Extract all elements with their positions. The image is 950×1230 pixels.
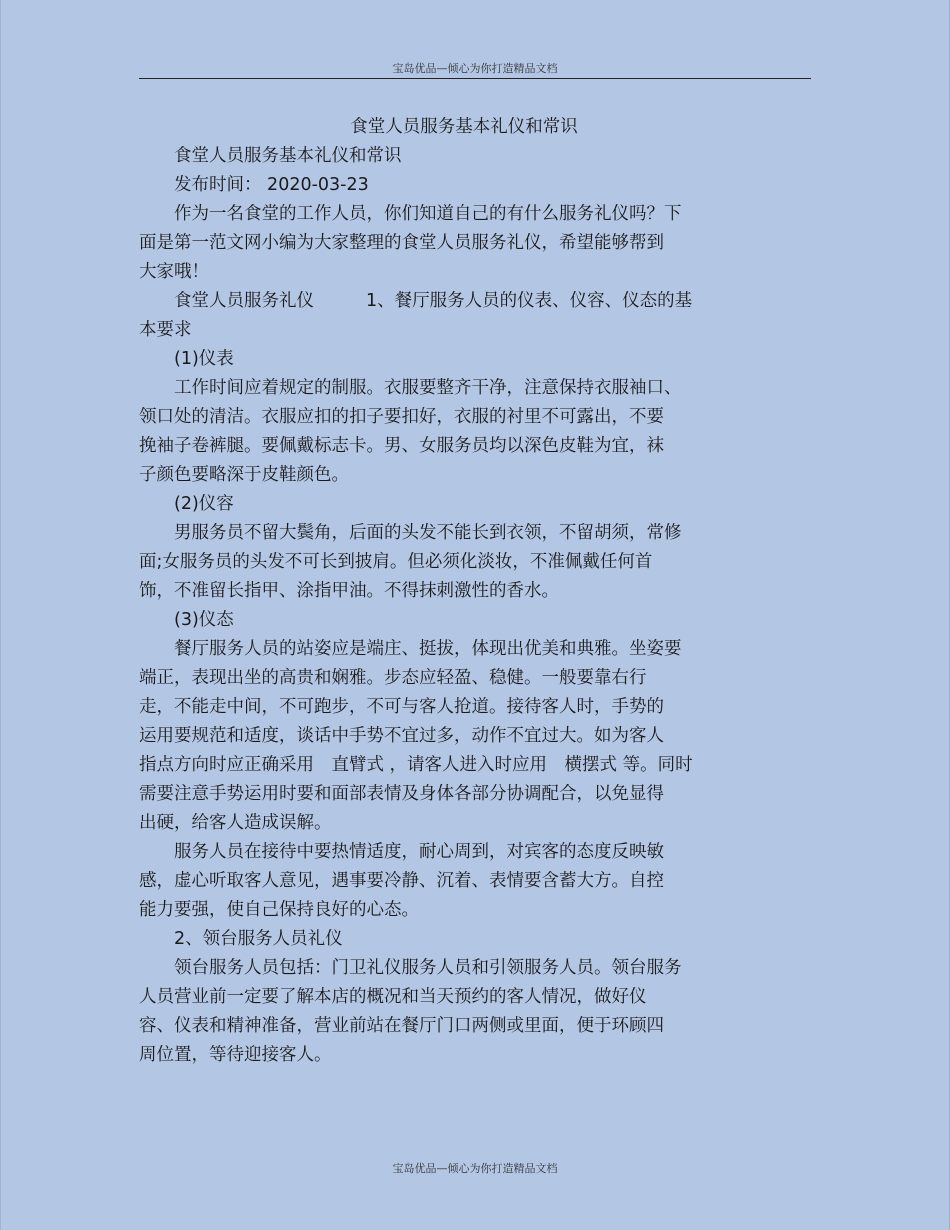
section-heading-line	[139, 287, 779, 316]
document-title: 食堂人员服务基本礼仪和常识	[350, 117, 578, 137]
paragraph-line: 本要求	[139, 320, 192, 340]
paragraph-line: 端正，表现出坐的高贵和娴雅。步态应轻盈、稳健。一般要靠右行	[139, 668, 647, 688]
header-divider	[139, 78, 811, 79]
paragraph-line: 大家哦！	[139, 262, 209, 282]
paragraph-line: 走，不能走中间，不可跑步，不可与客人抢道。接待客人时，手势的	[139, 697, 664, 717]
paragraph-line: 领台服务人员包括：门卫礼仪服务人员和引领服务人员。领台服务	[174, 958, 682, 978]
paragraph-line: 人员营业前一定要了解本店的概况和当天预约的客人情况，做好仪	[139, 987, 647, 1007]
paragraph-line: 挽袖子卷裤腿。要佩戴标志卡。男、女服务员均以深色皮鞋为宜，袜	[139, 436, 664, 456]
paragraph-line: 男服务员不留大鬓角，后面的头发不能长到衣领，不留胡须，常修	[174, 523, 682, 543]
paragraph-line: 面是第一范文网小编为大家整理的食堂人员服务礼仪，希望能够帮到	[139, 233, 664, 253]
page-header: 宝岛优品—倾心为你打造精品文档	[392, 62, 558, 75]
paragraph-line: 工作时间应着规定的制服。衣服要整齐干净，注意保持衣服袖口、	[174, 378, 682, 398]
paragraph-line: 饰，不准留长指甲、涂指甲油。不得抹刺激性的香水。	[139, 581, 559, 601]
paragraph-line: 周位置，等待迎接客人。	[139, 1045, 332, 1065]
publish-date-line: 发布时间： 2020-03-23	[174, 175, 369, 195]
paragraph-line: 需要注意手势运用时要和面部表情及身体各部分协调配合，以免显得	[139, 784, 664, 804]
subheading-grooming: (2)仪容	[174, 494, 234, 514]
section-heading-reception: 2、领台服务人员礼仪	[174, 929, 343, 949]
subtitle-line: 食堂人员服务基本礼仪和常识	[174, 146, 402, 166]
paragraph-line: 领口处的清洁。衣服应扣的扣子要扣好，衣服的衬里不可露出，不要	[139, 407, 664, 427]
page-footer: 宝岛优品—倾心为你打造精品文档	[392, 1162, 558, 1175]
paragraph-line: 餐厅服务人员的站姿应是端庄、挺拔，体现出优美和典雅。坐姿要	[174, 639, 682, 659]
subheading-appearance: (1)仪表	[174, 349, 234, 369]
subheading-posture: (3)仪态	[174, 610, 234, 630]
paragraph-line: 子颜色要略深于皮鞋颜色。	[139, 465, 349, 485]
paragraph-line: 服务人员在接待中要热情适度，耐心周到，对宾客的态度反映敏	[174, 842, 664, 862]
paragraph-line: 感，虚心听取客人意见，遇事要冷静、沉着、表情要含蓄大方。自控	[139, 871, 664, 891]
paragraph-line: 容、仪表和精神准备，营业前站在餐厅门口两侧或里面，便于环顾四	[139, 1016, 664, 1036]
paragraph-line: 面;女服务员的头发不可长到披肩。但必须化淡妆，不准佩戴任何首	[139, 552, 653, 572]
paragraph-line: 出硬，给客人造成误解。	[139, 813, 332, 833]
section-heading-item: 1、餐厅服务人员的仪表、仪容、仪态的基	[366, 291, 693, 311]
document-body	[139, 113, 779, 1070]
paragraph-line: 指点方向时应正确采用 直臂式 ，请客人进入时应用 横摆式 等。同时	[139, 755, 693, 775]
paragraph-line: 作为一名食堂的工作人员，你们知道自己的有什么服务礼仪吗？下	[174, 204, 682, 224]
section-heading: 食堂人员服务礼仪	[174, 291, 314, 311]
paragraph-line: 运用要规范和适度，谈话中手势不宜过多，动作不宜过大。如为客人	[139, 726, 664, 746]
paragraph-line: 能力要强，使自己保持良好的心态。	[139, 900, 419, 920]
